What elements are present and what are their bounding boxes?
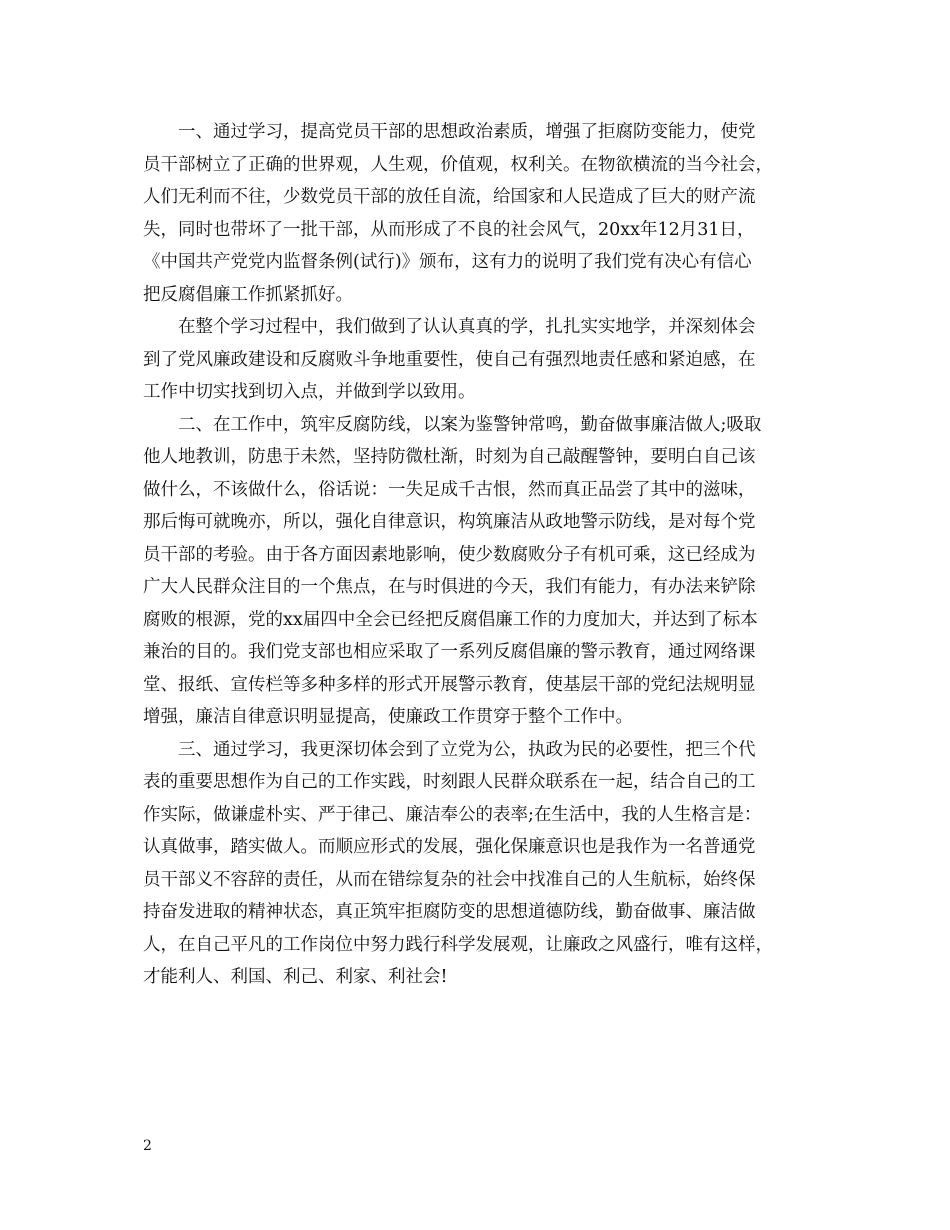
page-number: 2 xyxy=(143,1138,152,1154)
paragraph-2-line-1: 在整个学习过程中，我们做到了认认真真的学，扎扎实实地学，并深刻体会 xyxy=(178,317,756,337)
paragraph-1-line-6: 把反腐倡廉工作抓紧抓好。 xyxy=(143,284,353,305)
paragraph-1-line-1: 一、通过学习，提高党员干部的思想政治素质，增强了拒腐防变能力，使党 xyxy=(178,122,756,142)
paragraph-3-line-6: 广大人民群众注目的一个焦点，在与时俱进的今天，我们有能力，有办法来铲除 xyxy=(143,577,756,597)
paragraph-4-line-5: 员干部义不容辞的责任，从而在错综复杂的社会中找准自己的人生航标，始终保 xyxy=(143,869,756,890)
paragraph-3-line-8: 兼治的目的。我们党支部也相应采取了一系列反腐倡廉的警示教育，通过网络课 xyxy=(143,642,756,662)
paragraph-1-line-3: 人们无利而不往，少数党员干部的放任自流，给国家和人民造成了巨大的财产流 xyxy=(143,187,756,207)
paragraph-1-line-2: 员干部树立了正确的世界观，人生观，价值观，权利关。在物欲横流的当今社会， xyxy=(143,154,773,175)
paragraph-4-line-7: 人，在自己平凡的工作岗位中努力践行科学发展观，让廉政之风盛行，唯有这样， xyxy=(143,934,773,955)
paragraph-4-line-8: 才能利人、利国、利己、利家、利社会! xyxy=(143,967,448,987)
paragraph-3-line-7: 腐败的根源，党的xx届四中全会已经把反腐倡廉工作的力度加大，并达到了标本 xyxy=(143,609,758,630)
paragraph-3-line-5: 员干部的考验。由于各方面因素地影响，使少数腐败分子有机可乘，这已经成为 xyxy=(143,544,756,565)
paragraph-4-line-2: 表的重要思想作为自己的工作实践，时刻跟人民群众联系在一起，结合自己的工 xyxy=(143,772,756,792)
paragraph-3-line-9: 堂、报纸、宣传栏等多种多样的形式开展警示教育，使基层干部的党纪法规明显 xyxy=(143,674,756,695)
document-body xyxy=(143,116,833,994)
paragraph-3-line-1: 二、在工作中，筑牢反腐防线，以案为鉴警钟常鸣，勤奋做事廉洁做人;吸取 xyxy=(178,414,762,435)
paragraph-2-line-3: 工作中切实找到切入点，并做到学以致用。 xyxy=(143,382,476,402)
paragraph-4-line-1: 三、通过学习，我更深切体会到了立党为公，执政为民的必要性，把三个代 xyxy=(178,739,756,760)
paragraph-1-line-5: 《中国共产党党内监督条例(试行)》颁布，这有力的说明了我们党有决心有信心 xyxy=(143,252,752,272)
paragraph-4-line-4: 认真做事，踏实做人。而顺应形式的发展，强化保廉意识也是我作为一名普通党 xyxy=(143,837,756,857)
paragraph-4-line-3: 作实际，做谦虚朴实、严于律己、廉洁奉公的表率;在生活中，我的人生格言是： xyxy=(143,804,762,825)
paragraph-3-line-3: 做什么，不该做什么，俗话说：一失足成千古恨，然而真正品尝了其中的滋味， xyxy=(143,479,756,500)
paragraph-1-line-4: 失，同时也带坏了一批干部，从而形成了不良的社会风气，20xx年12月31日， xyxy=(143,219,755,240)
paragraph-3-line-10: 增强，廉洁自律意识明显提高，使廉政工作贯穿于整个工作中。 xyxy=(143,707,633,727)
paragraph-3-line-2: 他人地教训，防患于未然，坚持防微杜渐，时刻为自己敲醒警钟，要明白自己该 xyxy=(143,447,756,467)
paragraph-2-line-2: 到了党风廉政建设和反腐败斗争地重要性，使自己有强烈地责任感和紧迫感，在 xyxy=(143,349,756,370)
paragraph-3-line-4: 那后悔可就晚亦，所以，强化自律意识，构筑廉洁从政地警示防线，是对每个党 xyxy=(143,512,756,532)
paragraph-4-line-6: 持奋发进取的精神状态，真正筑牢拒腐防变的思想道德防线，勤奋做事、廉洁做 xyxy=(143,902,756,922)
